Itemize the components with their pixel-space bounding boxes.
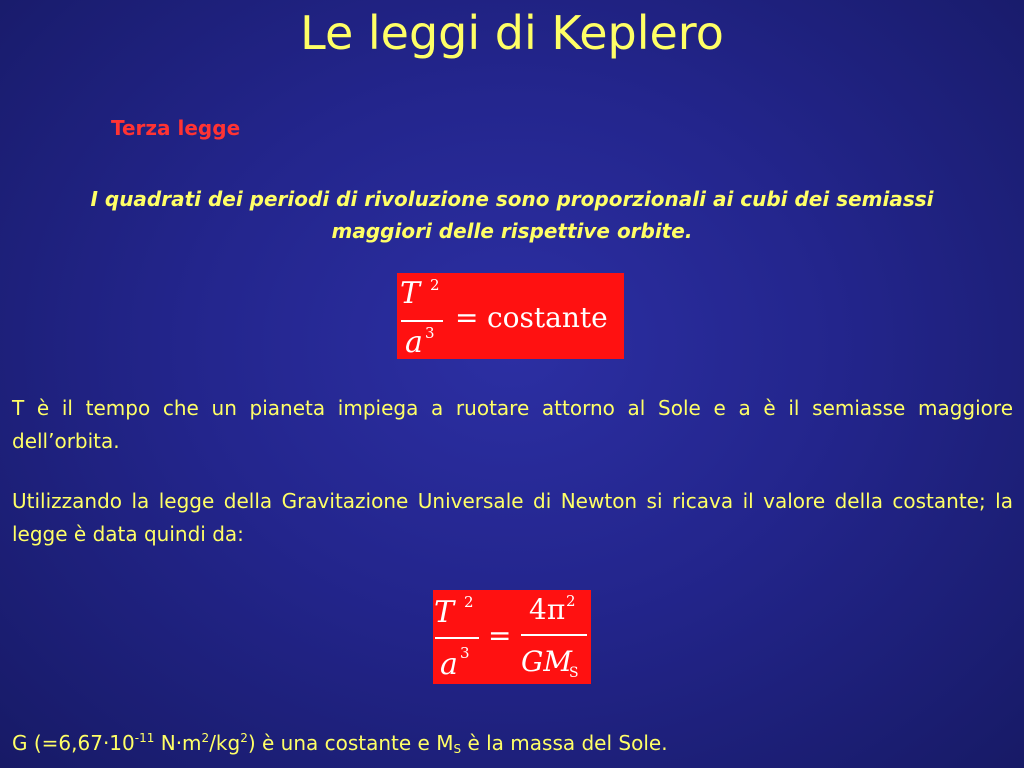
formula-left-denominator-exponent: 3 bbox=[460, 644, 470, 662]
variable-explanation: T è il tempo che un pianeta impiega a ruotare attorno al Sole e a è il semiasse maggiore dell’orbita. bbox=[12, 396, 1013, 453]
constants-note bbox=[12, 731, 668, 756]
note-text: /kg bbox=[209, 731, 241, 755]
equals-sign: = bbox=[488, 619, 512, 652]
slide-title: Le leggi di Keplero bbox=[300, 6, 724, 60]
note-exponent: 2 bbox=[240, 731, 248, 745]
law-statement: I quadrati dei periodi di rivoluzione sono proporzionali ai cubi dei semiassi maggiori delle rispettive orbite. bbox=[90, 187, 934, 243]
formula-box-kepler-ratio bbox=[397, 273, 624, 359]
note-text: G (=6,67·10 bbox=[12, 731, 135, 755]
formula-left-numerator: T bbox=[434, 595, 455, 630]
note-exponent: -11 bbox=[134, 731, 155, 745]
formula-right-numerator-exponent: 2 bbox=[566, 592, 576, 610]
formula-left-denominator: a bbox=[440, 647, 458, 682]
left-fraction-bar bbox=[435, 637, 479, 639]
formula-box-newton bbox=[433, 590, 591, 684]
equals-sign: = bbox=[455, 301, 479, 334]
formula-right-denominator: GM bbox=[521, 645, 573, 678]
note-text: N·m bbox=[154, 731, 202, 755]
formula-numerator: T bbox=[400, 276, 421, 311]
section-heading: Terza legge bbox=[111, 116, 241, 140]
note-text: ) è una costante e M bbox=[247, 731, 454, 755]
note-exponent: 2 bbox=[201, 731, 210, 745]
note-text: è la massa del Sole. bbox=[461, 731, 668, 755]
formula-right-numerator: 4π bbox=[529, 593, 566, 626]
formula-numerator-exponent: 2 bbox=[430, 276, 440, 294]
formula-right-denominator-subscript: S bbox=[569, 665, 579, 681]
right-fraction-bar bbox=[521, 634, 587, 636]
formula-denominator: a bbox=[405, 325, 423, 360]
formula-left-numerator-exponent: 2 bbox=[464, 593, 474, 611]
fraction-bar bbox=[401, 320, 443, 322]
newton-explanation: Utilizzando la legge della Gravitazione Universale di Newton si ricava il valore della costante; la legge è data quindi da: bbox=[12, 489, 1013, 546]
formula-rhs: costante bbox=[487, 301, 608, 334]
formula-denominator-exponent: 3 bbox=[425, 324, 435, 342]
note-subscript: S bbox=[453, 742, 462, 756]
